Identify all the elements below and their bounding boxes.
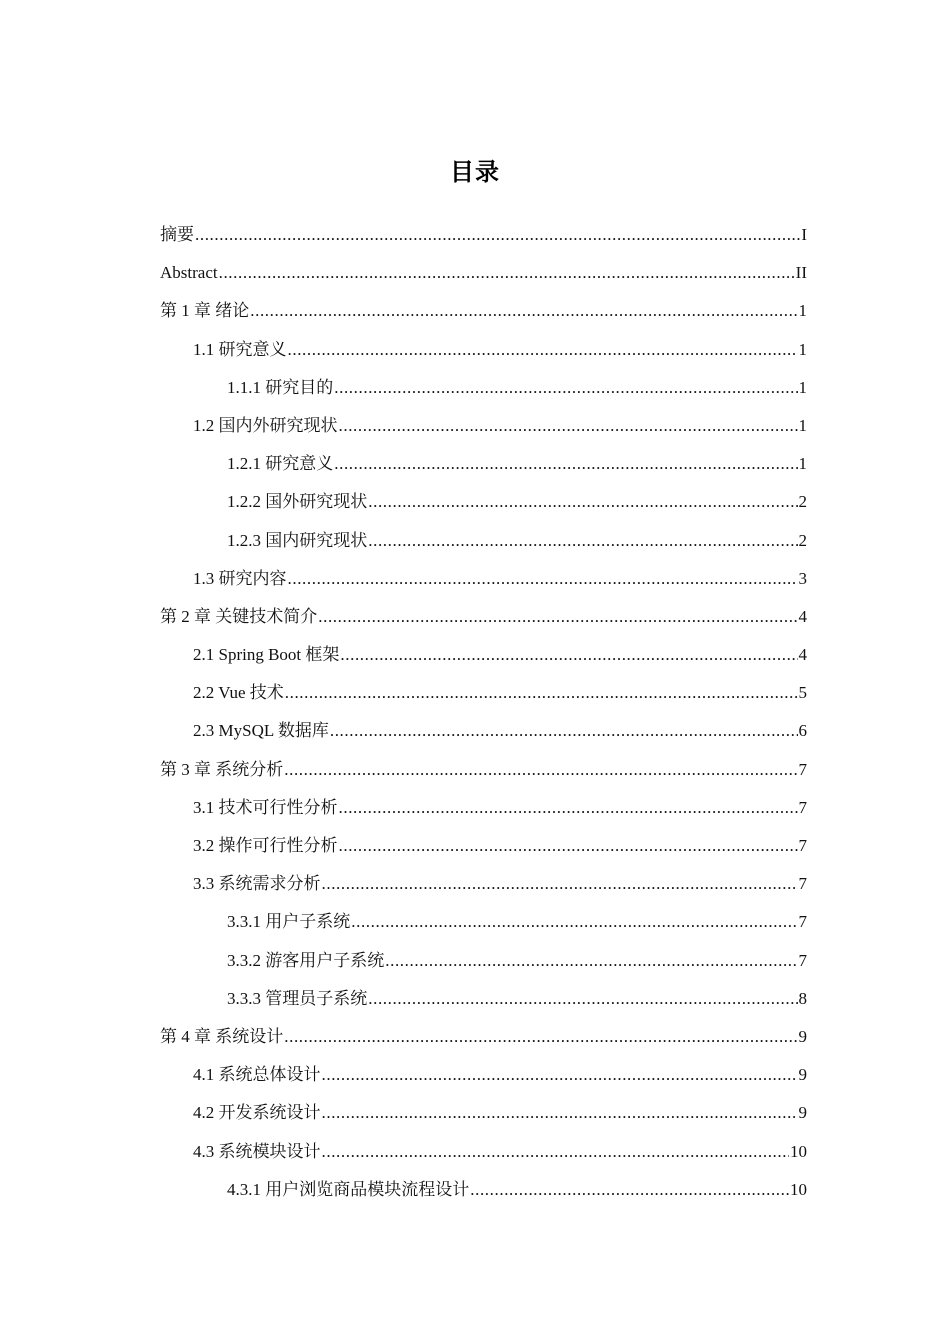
toc-entry[interactable] (160, 751, 807, 789)
toc-entry-title: 第 3 章 系统分析 (160, 759, 284, 779)
toc-page-number: 1 (798, 415, 807, 435)
toc-entry-title: 3.3 系统需求分析 (193, 874, 321, 894)
dot-leader (288, 331, 798, 369)
toc-entry[interactable] (160, 1018, 807, 1056)
toc-page-number: 1 (798, 454, 807, 474)
toc-entry-title: Abstract (160, 263, 218, 283)
toc-entry[interactable] (160, 1171, 807, 1209)
toc-page-number: 2 (798, 530, 807, 550)
toc-page-number: 9 (798, 1026, 807, 1046)
toc-page-number: 4 (798, 645, 807, 665)
toc-entry[interactable] (160, 674, 807, 712)
toc-entry[interactable] (160, 903, 807, 941)
toc-page-number: 7 (798, 874, 807, 894)
toc-entry-title: 3.1 技术可行性分析 (193, 797, 338, 817)
dot-leader (334, 445, 797, 483)
page-title: 目录 (450, 158, 500, 186)
dot-leader (368, 483, 797, 521)
dot-leader (284, 751, 797, 789)
toc-page-number: 10 (790, 1179, 807, 1199)
toc-entry[interactable] (160, 865, 807, 903)
toc-page-number: 7 (798, 912, 807, 932)
toc-page-number: 10 (790, 1141, 807, 1161)
toc-page-number: 5 (798, 683, 807, 703)
toc-entry-title: 摘要 (160, 225, 194, 244)
dot-leader (340, 636, 797, 674)
dot-leader (334, 369, 797, 407)
toc-entry[interactable] (160, 980, 807, 1018)
toc-entry-title: 1.2.3 国内研究现状 (227, 530, 368, 550)
toc-entry-title: 第 2 章 关键技术简介 (160, 606, 318, 626)
dot-leader (339, 407, 798, 445)
toc-entry-title: 3.3.3 管理员子系统 (227, 988, 368, 1008)
toc-page-number: 1 (798, 339, 807, 359)
toc-entry-title: 1.2 国内外研究现状 (193, 415, 338, 435)
dot-leader (219, 254, 795, 292)
toc-entry[interactable] (160, 827, 807, 865)
dot-leader (330, 712, 798, 750)
toc-page-number: 7 (798, 950, 807, 970)
toc-entry-title: 3.2 操作可行性分析 (193, 836, 338, 855)
toc-entry[interactable] (160, 216, 807, 254)
toc-page-number: 2 (798, 492, 807, 512)
dot-leader (318, 598, 797, 636)
toc-entry[interactable] (160, 789, 807, 827)
toc-page-number: 9 (798, 1065, 807, 1085)
toc-entry[interactable] (160, 522, 807, 560)
toc-page-number: 1 (798, 377, 807, 397)
toc-entry-title: 2.3 MySQL 数据库 (193, 721, 329, 741)
toc-entry-title: 4.3 系统模块设计 (193, 1141, 321, 1161)
toc-entry-title: 2.1 Spring Boot 框架 (193, 645, 340, 665)
toc-entry[interactable] (160, 942, 807, 980)
dot-leader (339, 789, 798, 827)
dot-leader (195, 216, 800, 254)
toc-entry[interactable] (160, 331, 807, 369)
toc-entry-title: 2.2 Vue 技术 (193, 683, 284, 703)
dot-leader (285, 674, 798, 712)
toc-page-number: 4 (798, 606, 807, 626)
toc-entry-title: 3.3.1 用户子系统 (227, 912, 351, 932)
toc-entry-title: 1.1 研究意义 (193, 339, 287, 359)
dot-leader (385, 942, 797, 980)
toc-entry-title: 1.2.2 国外研究现状 (227, 492, 368, 512)
toc-page-number: 9 (798, 1103, 807, 1123)
toc-entry-title: 1.2.1 研究意义 (227, 454, 334, 474)
toc-entry[interactable] (160, 1056, 807, 1094)
table-of-contents (160, 216, 807, 1209)
dot-leader (250, 292, 797, 330)
toc-entry[interactable] (160, 560, 807, 598)
toc-page-number: II (795, 263, 807, 283)
toc-page-number: 6 (798, 721, 807, 741)
dot-leader (470, 1171, 789, 1209)
toc-entry-title: 第 4 章 系统设计 (160, 1026, 284, 1046)
toc-entry[interactable] (160, 483, 807, 521)
toc-page-number: 1 (798, 301, 807, 321)
toc-page-number: 7 (798, 797, 807, 817)
toc-page-number: 8 (798, 988, 807, 1008)
toc-entry-title: 3.3.2 游客用户子系统 (227, 950, 385, 970)
toc-entry-title: 1.1.1 研究目的 (227, 377, 334, 397)
toc-entry[interactable] (160, 254, 807, 292)
toc-entry[interactable] (160, 292, 807, 330)
toc-page-number: I (801, 225, 807, 244)
dot-leader (368, 980, 797, 1018)
toc-entry[interactable] (160, 445, 807, 483)
dot-leader (368, 522, 797, 560)
dot-leader (322, 1094, 798, 1132)
toc-entry[interactable] (160, 407, 807, 445)
dot-leader (322, 1133, 790, 1171)
toc-entry-title: 4.3.1 用户浏览商品模块流程设计 (227, 1179, 470, 1199)
toc-page-number: 7 (798, 759, 807, 779)
toc-entry[interactable] (160, 1094, 807, 1132)
toc-entry-title: 第 1 章 绪论 (160, 301, 250, 321)
toc-page-number: 3 (798, 568, 807, 588)
toc-entry-title: 4.1 系统总体设计 (193, 1065, 321, 1085)
toc-entry[interactable] (160, 712, 807, 750)
toc-entry[interactable] (160, 1133, 807, 1171)
dot-leader (322, 1056, 798, 1094)
toc-entry[interactable] (160, 369, 807, 407)
toc-entry[interactable] (160, 598, 807, 636)
toc-entry-title: 1.3 研究内容 (193, 568, 287, 588)
toc-entry-title: 4.2 开发系统设计 (193, 1103, 321, 1123)
dot-leader (322, 865, 798, 903)
dot-leader (284, 1018, 797, 1056)
toc-entry[interactable] (160, 636, 807, 674)
dot-leader (288, 560, 798, 598)
dot-leader (339, 827, 798, 865)
dot-leader (351, 903, 797, 941)
toc-page-number: 7 (798, 836, 807, 855)
